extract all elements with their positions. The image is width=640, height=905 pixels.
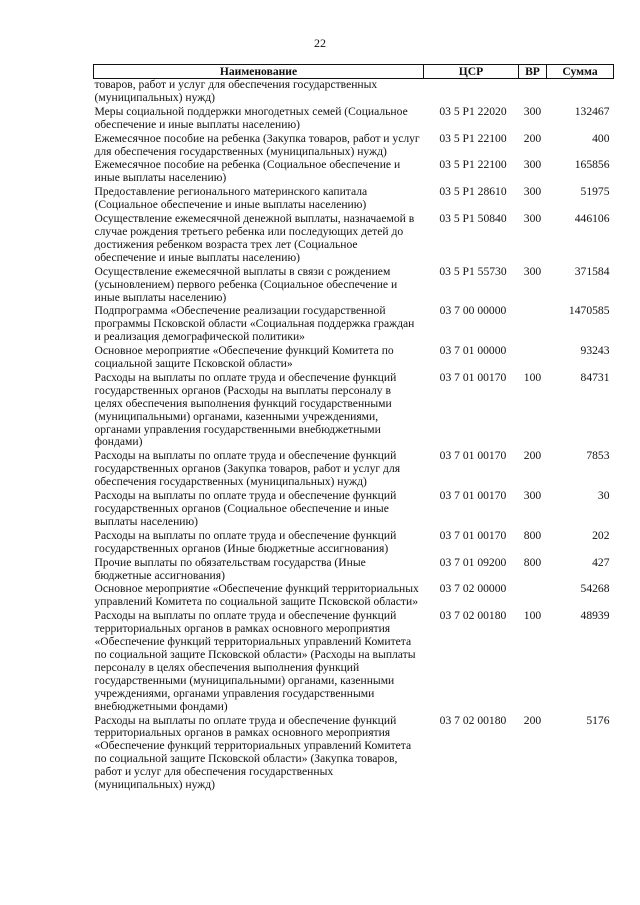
row-vr	[519, 79, 547, 106]
row-name: Ежемесячное пособие на ребенка (Закупка товаров, работ и услуг для обеспечения государственных (муниципальных) нужд)	[94, 131, 420, 158]
row-name: Осуществление ежемесячной выплаты в связи с рождением (усыновлением) первого ребенка (Социальное обеспечение и иные выплаты населению)	[94, 264, 398, 304]
row-csr: 03 7 01 00170	[439, 489, 507, 503]
header-csr: ЦСР	[424, 65, 519, 79]
row-csr: 03 7 01 00170	[439, 449, 507, 463]
row-sum: 202	[592, 528, 610, 542]
row-vr: 200	[523, 713, 542, 727]
row-vr: 300	[523, 264, 542, 278]
table-row	[94, 266, 614, 306]
row-vr: 300	[523, 489, 542, 503]
row-vr	[519, 305, 547, 345]
table-row	[94, 610, 614, 714]
row-sum	[547, 79, 614, 106]
table-row	[94, 133, 614, 160]
row-vr: 300	[523, 104, 542, 118]
table-row	[94, 159, 614, 186]
row-name: Расходы на выплаты по оплате труда и обеспечение функций государственных органов (Закупка товаров, работ и услуг для обеспечения государственных (муниципальных) нужд)	[94, 449, 401, 489]
table-row	[94, 345, 614, 372]
row-sum: 84731	[580, 370, 610, 384]
row-name: Расходы на выплаты по оплате труда и обеспечение функций территориальных органов в рамках основного мероприятия «Обеспечение функций территориальных управлений Комитета по социальной защите Псковской области» (Закупка товаров, работ и услуг для обеспечения государственных (муниципальных) нужд)	[94, 713, 412, 792]
header-name: Наименование	[94, 65, 424, 79]
row-name: Расходы на выплаты по оплате труда и обеспечение функций государственных органов (Иные бюджетные ассигнования)	[94, 528, 397, 555]
row-csr: 03 7 01 00170	[439, 528, 507, 542]
row-csr: 03 7 01 00170	[439, 370, 507, 384]
table-row	[94, 450, 614, 490]
row-sum: 165856	[574, 158, 610, 172]
row-csr	[424, 79, 519, 106]
row-name: Подпрограмма «Обеспечение реализации государственной программы Псковской области «Социальная поддержка граждан и реализация демографической политики»	[94, 304, 415, 344]
row-name: Расходы на выплаты по оплате труда и обеспечение функций государственных органов (Социальное обеспечение и иные выплаты населению)	[94, 489, 397, 528]
row-csr: 03 7 02 00180	[439, 609, 507, 623]
row-csr: 03 5 P1 22100	[439, 131, 507, 145]
row-csr: 03 7 01 09200	[439, 555, 507, 569]
table-row	[94, 372, 614, 450]
table-row	[94, 530, 614, 557]
header-vr: ВР	[519, 65, 547, 79]
row-sum: 7853	[586, 449, 610, 463]
row-sum: 446106	[574, 212, 610, 226]
row-sum: 30	[597, 489, 610, 503]
row-vr: 200	[523, 449, 542, 463]
row-csr: 03 7 02 00180	[439, 713, 507, 727]
row-vr	[519, 345, 547, 372]
table-row	[94, 715, 614, 793]
row-name: Меры социальной поддержки многодетных семей (Социальное обеспечение и иные выплаты населению)	[94, 104, 408, 131]
row-csr: 03 7 00 00000	[439, 304, 507, 318]
page-number: 22	[314, 36, 326, 50]
row-sum: 93243	[580, 344, 610, 358]
row-vr: 100	[523, 609, 542, 623]
row-sum: 371584	[574, 264, 610, 278]
table-row	[94, 186, 614, 213]
row-vr	[519, 583, 547, 610]
row-csr: 03 5 P1 28610	[439, 185, 507, 199]
row-name: Предоставление регионального материнского капитала (Социальное обеспечение и иные выплаты населению)	[94, 185, 368, 212]
row-name: Прочие выплаты по обязательствам государства (Иные бюджетные ассигнования)	[94, 555, 366, 582]
table-row	[94, 490, 614, 530]
row-csr: 03 5 P1 55730	[439, 264, 507, 278]
row-sum: 1470585	[568, 304, 610, 318]
table-row	[94, 583, 614, 610]
row-sum: 51975	[580, 185, 610, 199]
table-row	[94, 305, 614, 345]
row-name: товаров, работ и услуг для обеспечения государственных (муниципальных) нужд)	[94, 78, 378, 104]
row-sum: 427	[592, 555, 610, 569]
row-vr: 800	[523, 528, 542, 542]
row-sum: 48939	[580, 609, 610, 623]
row-name: Основное мероприятие «Обеспечение функций территориальных управлений Комитета по социальной защите Псковской области»	[94, 582, 419, 609]
budget-table	[93, 64, 614, 793]
table-header-row	[94, 65, 614, 79]
row-name: Ежемесячное пособие на ребенка (Социальное обеспечение и иные выплаты населению)	[94, 158, 401, 185]
row-vr: 100	[523, 370, 542, 384]
row-sum: 132467	[574, 104, 610, 118]
header-sum: Сумма	[547, 65, 614, 79]
row-csr: 03 5 P1 22020	[439, 104, 507, 118]
row-name: Основное мероприятие «Обеспечение функций Комитета по социальной защите Псковской области»	[94, 344, 394, 371]
table-row	[94, 557, 614, 584]
row-vr: 300	[523, 158, 542, 172]
row-csr: 03 5 P1 22100	[439, 158, 507, 172]
row-sum: 54268	[580, 582, 610, 596]
table-row	[94, 79, 614, 106]
row-sum: 400	[592, 131, 610, 145]
row-name: Расходы на выплаты по оплате труда и обеспечение функций государственных органов (Расходы на выплаты персоналу в целях обеспечения выполнения функций государственными (муниципальными) органами, казенными учреждениями, органами управления государственными внебюджетными фондами)	[94, 370, 397, 449]
row-sum: 5176	[586, 713, 610, 727]
table-row	[94, 213, 614, 266]
row-csr: 03 5 P1 50840	[439, 212, 507, 226]
row-name: Осуществление ежемесячной денежной выплаты, назначаемой в случае рождения третьего ребенка или последующих детей до достижения ребенком возраста трех лет (Социальное обеспечение и иные выплаты населению)	[94, 212, 415, 264]
row-name: Расходы на выплаты по оплате труда и обеспечение функций территориальных органов в рамках основного мероприятия «Обеспечение функций территориальных управлений Комитета по социальной защите Псковской области» (Расходы на выплаты персоналу в целях обеспечения выполнения функций государственными (муниципальными) органами, казенными учреждениями, органами управления государственными внебюджетными фондами)	[94, 609, 416, 713]
row-vr: 800	[523, 555, 542, 569]
table-row	[94, 106, 614, 133]
row-vr: 300	[523, 212, 542, 226]
row-csr: 03 7 02 00000	[439, 582, 507, 596]
row-vr: 300	[523, 185, 542, 199]
row-vr: 200	[523, 131, 542, 145]
row-csr: 03 7 01 00000	[439, 344, 507, 358]
